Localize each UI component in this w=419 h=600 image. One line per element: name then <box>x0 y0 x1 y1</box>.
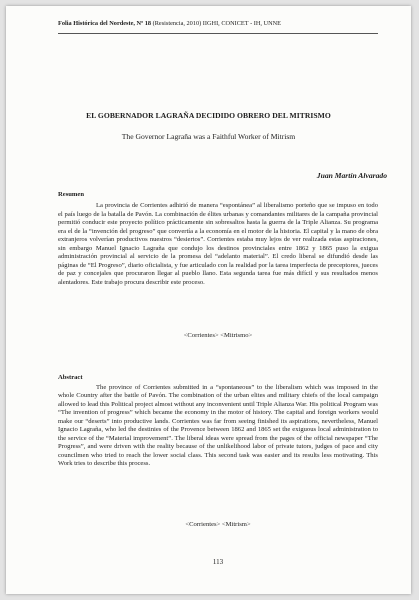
journal-name: Folia Histórica del Nordeste, Nº 18 <box>58 20 152 27</box>
author-name: Juan Martín Alvarado <box>316 171 387 180</box>
article-subtitle: The Governor Lagraña was a Faithful Worker of Mitrism <box>121 132 296 141</box>
header-rule <box>58 33 378 34</box>
resumen-heading: Resumen <box>58 191 85 198</box>
article-title: EL GOBERNADOR LAGRAÑA DECIDIDO OBRERO DEL MITRISMO <box>86 111 331 120</box>
resumen-keywords: <Corrientes> <Mitrismo> <box>183 332 253 339</box>
page-number: 113 <box>212 558 224 566</box>
abstract-paragraph: The province of Corrientes submitted in a “spontaneous” to the liberalism which was imposed in the whole Country after the battle of Pavón. The combination of the urban elites and military chiefs of the local campaign allowed to lead this Political project almost without any inconvenient until Triple Alianza War. His political Program was “The invention of progress” which became the economy in the motor of history. The capital and foreign workers would make our “deserts” into productive lands. Corrientes was far from seeing finished its aspirations, nevertheless, Manuel Ignacio Lagraña, who led the destinies of the Provence between 1862 and 1865 set the exiguous local administration to the service of the “Material improvement”. The liberal ideas were spread from the pages of the official newspaper “The Progress”, and were driven with the reality because of the unlikelihood labor of private tutors, judges of pace and city councilmen who tried to reach the lower social class. This second task was easier and its results less motivating. This Work tries to describe this process. <box>58 384 378 468</box>
running-header <box>58 20 378 27</box>
abstract-keywords: <Corrientes> <Mitrism> <box>185 521 251 528</box>
abstract-heading: Abstract <box>58 374 83 381</box>
journal-details: (Resistencia, 2010) IIGHI, CONICET - IH, UNNE <box>151 20 282 27</box>
resumen-paragraph: La provincia de Corrientes adhirió de manera “espontánea” al liberalismo porteño que se impuso en todo el país luego de la batalla de Pavón. La combinación de élites urbanas y comandantes militares de la campaña provincial permitió conducir este proyecto político prácticamente sin sobresaltos hasta la guerra de la Triple Alianza. Su programa era el de la “invención del progreso” que convertía a la economía en el motor de la historia. El capital y la mano de obra extranjeros volverían productivos nuestros “desiertos”. Corrientes estaba muy lejos de ver realizada estas aspiraciones, sin embargo Manuel Ignacio Lagraña que condujo los destinos provinciales entre 1862 y 1865 puso la exigua administración provincial al servicio de la promesa del “adelanto material”. El credo liberal se difundió desde las páginas de “El Progreso”, diario oficialista, y fue articulado con la realidad por la tarea imperfecta de preceptores, jueces de paz y concejales que procuraron llegar al pueblo llano. Esta segunda tarea fue más difícil y sus resultados menos alentadores. Este trabajo procura describir este proceso. <box>58 202 378 286</box>
document-page <box>6 6 411 594</box>
